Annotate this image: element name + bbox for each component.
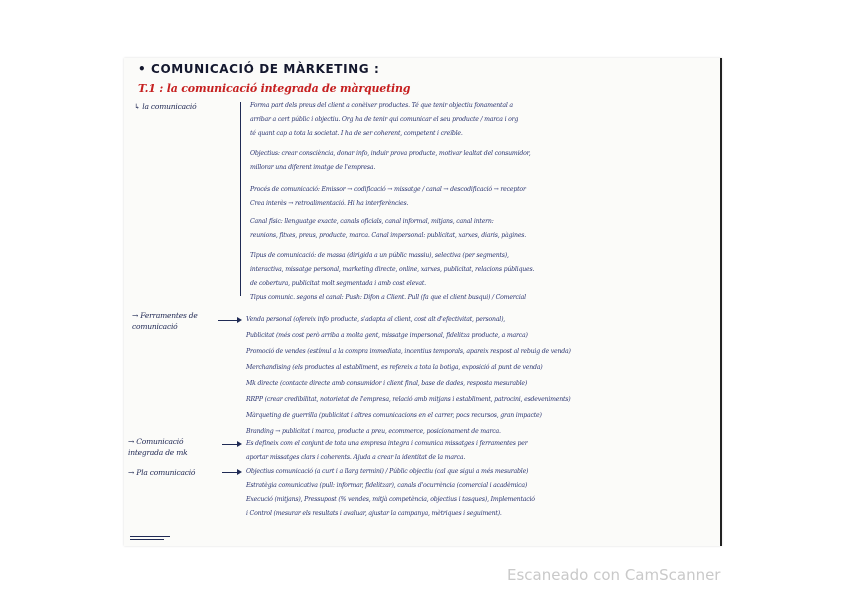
note-line: Tipus comunic. segons el canal: Push: Difon a Client. Pull (fa que el client busqui) / Comercial (250, 294, 526, 301)
note-line: aportar missatges clars i coherents. Ajuda a crear la identitat de la marca. (246, 454, 466, 461)
section-label: → Ferramentes de comunicació (132, 311, 198, 331)
note-line: Publicitat (més cost però arriba a molta gent, missatge impersonal, fidelitza producte, a marca) (246, 332, 528, 339)
note-line: Màrqueting de guerrilla (publicitat i altres comunicacions en el carrer, pocs recursos, gran impacte) (246, 412, 542, 419)
note-line: reunions, fitxes, preus, producte, marca. Canal impersonal: publicitat, xarxes, diaris, pàgines. (250, 232, 527, 239)
camscanner-watermark: Escaneado con CamScanner (507, 566, 721, 584)
page-title: • COMUNICACIÓ DE MÀRKETING : (138, 62, 380, 76)
arrow-head (237, 317, 242, 323)
note-line: Mk directe (contacte directe amb consumidor i client final, base de dades, resposta mesurable) (246, 380, 528, 387)
note-line: Objectius: crear consciència, donar info, induir prova producte, motivar lealtat del consumidor, (250, 150, 531, 157)
note-line: Venda personal (ofereix info producte, s'adapta al client, cost alt d'efectivitat, personal), (246, 316, 506, 323)
arrow-head (237, 441, 242, 447)
note-line: de cobertura, publicitat molt segmentada i amb cost elevat. (250, 280, 426, 287)
section-bracket (240, 102, 241, 296)
section-label: → Pla comunicació (128, 468, 196, 477)
note-line: Canal físic: llenguatge exacte, canals oficials, canal informal, mitjans, canal intern: (250, 218, 494, 225)
arrow-line (222, 472, 238, 473)
page-subtitle: T.1 : la comunicació integrada de màrqueting (138, 82, 411, 95)
arrow-line (218, 320, 238, 321)
note-line: Execució (mitjans), Pressupost (% vendes, mitjà competència, objectius i tasques), Implementació (246, 496, 535, 503)
end-rule (130, 536, 170, 537)
note-line: Es defineix com el conjunt de tota una empresa integra i comunica missatges i ferramentes per (246, 440, 528, 447)
note-line: Estratègia comunicativa (pull: informar, fidelitzar), canals d'ocurrència (comercial i acadèmica) (246, 482, 528, 489)
note-line: interactiva, missatge personal, marketing directe, online, xarxes, publicitat, relacions públiques. (250, 266, 535, 273)
section-label: → Comunicació integrada de mk (128, 437, 188, 457)
note-line: Branding → publicitat i marca, producte a preu, ecommerce, posicionament de marca. (246, 428, 501, 435)
section-label: ↳ la comunicació (134, 102, 197, 111)
note-line: millorar una diferent imatge de l'empresa. (250, 164, 376, 171)
note-line: Objectius comunicació (a curt i a llarg termini) / Públic objectiu (cal que sigui a més mesurable) (246, 468, 529, 475)
note-line: Forma part dels preus del client a conèixer productes. Té que tenir objectiu fonamental a (250, 102, 513, 109)
note-line: Crea interès → retroalimentació. Hi ha interferències. (250, 200, 409, 207)
note-line: RRPP (crear credibilitat, notorietat de l'empresa, relació amb mitjans i establiment, patrocini, esdeveniments) (246, 396, 571, 403)
note-line: Promoció de vendes (estímul a la compra immediata, incentius temporals, apareix respost al rebuig de venda) (246, 348, 571, 355)
note-line: té quant cap a tota la societat. I ha de ser coherent, competent i creïble. (250, 130, 463, 137)
end-rule (130, 539, 164, 540)
note-line: Procés de comunicació: Emissor → codificació → missatge / canal → descodificació → receptor (250, 186, 526, 193)
note-line: arribar a cert públic i objectiu. Org ha de tenir qui comunicar el seu producte / marca i org (250, 116, 519, 123)
arrow-head (237, 469, 242, 475)
scanned-page (124, 58, 722, 546)
note-line: Tipus de comunicació: de massa (dirigida a un públic massiu), selectiva (per segments), (250, 252, 509, 259)
note-line: i Control (mesurar els resultats i avaluar, ajustar la campanya, mètriques i seguiment). (246, 510, 502, 517)
arrow-line (222, 444, 238, 445)
note-line: Merchandising (els productes al establiment, es refereix a tota la botiga, exposició al punt de venda) (246, 364, 543, 371)
